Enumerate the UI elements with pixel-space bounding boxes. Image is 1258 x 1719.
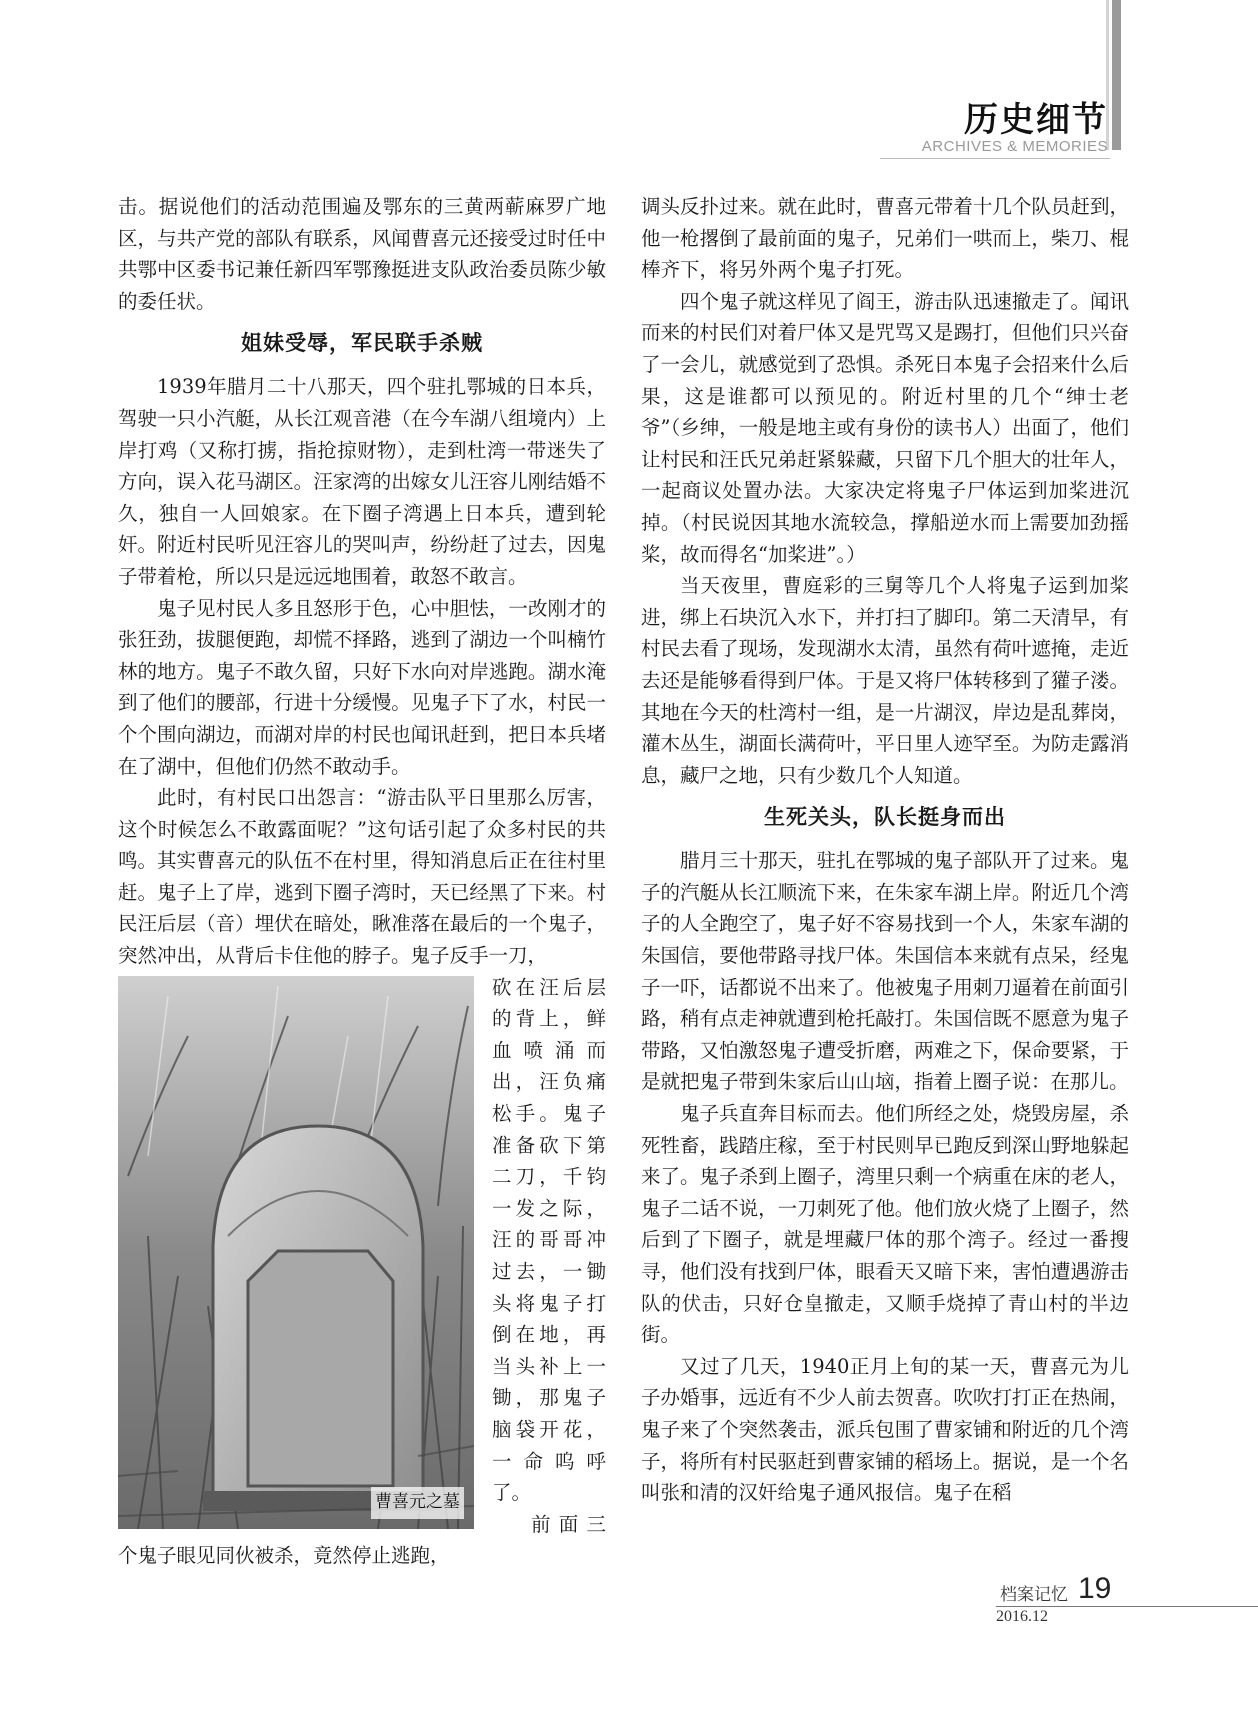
magazine-name: 档案记忆 — [1000, 1585, 1068, 1605]
paragraph: 击。据说他们的活动范围遍及鄂东的三黄两蕲麻罗广地区，与共产党的部队有联系，风闻曹喜元还接受过时任中共鄂中区委书记兼任新四军鄂豫挺进支队政治委员陈少敏的委任状。 — [118, 195, 606, 313]
subheading: 姐妹受辱，军民联手杀贼 — [241, 331, 483, 356]
paragraph: 1939年腊月二十八那天，四个驻扎鄂城的日本兵，驾驶一只小汽艇，从长江观音港（在今车湖八组境内）上岸打鸡（又称打掳，指抢掠财物），走到杜湾一带迷失了方向，误入花马湖区。汪家湾的出嫁女儿汪容儿刚结婚不久，独自一人回娘家。在下圈子湾遇上日本兵，遭到轮奸。附近村民听见汪容儿的哭叫声，纷纷赶了过去，因鬼子带着枪，所以只是远远地围着，敢怒不敢言。 — [118, 375, 606, 588]
page-number: 19 — [1078, 1572, 1112, 1605]
paragraph: 鬼子兵直奔目标而去。他们所经之处，烧毁房屋，杀死牲畜，践踏庄稼，至于村民则早已跑反到深山野地躲起来了。鬼子杀到上圈子，湾里只剩一个病重在床的老人，鬼子二话不说，一刀刺死了他。他们放火烧了上圈子，然后到了下圈子，就是埋藏尸体的那个湾子。经过一番搜寻，他们没有找到尸体，眼看天又暗下来，害怕遭遇游击队的伏击，只好仓皇撤走，又顺手烧掉了青山村的半边街。 — [641, 1102, 1129, 1347]
left-column — [118, 191, 606, 1572]
paragraph: 此时，有村民口出怨言：“游击队平日里那么厉害，这个时候怎么不敢露面呢？”这句话引起了众多村民的共鸣。其实曹喜元的队伍不在村里，得知消息后正在往村里赶。鬼子上了岸，逃到下圈子湾时，天已经黑了下来。村民汪后层（音）埋伏在暗处，瞅准落在最后的一个鬼子，突然冲出，从背后卡住他的脖子。鬼子反手一刀， — [118, 786, 606, 968]
header-rule — [880, 158, 1110, 159]
footer-rule — [996, 1606, 1258, 1607]
paragraph: 腊月三十那天，驻扎在鄂城的鬼子部队开了过来。鬼子的汽艇从长江顺流下来，在朱家车湖上岸。附近几个湾子的人全跑空了，鬼子好不容易找到一个人，朱家车湖的朱国信，要他带路寻找尸体。朱国信本来就有点呆，经鬼子一吓，话都说不出来了。他被鬼子用刺刀逼着在前面引路，稍有点走神就遭到枪托敲打。朱国信既不愿意为鬼子带路，又怕激怒鬼子遭受折磨，两难之下，保命要紧，于是就把鬼子带到朱家后山山垴，指着上圈子说：在那儿。 — [641, 849, 1129, 1094]
tombstone-photo — [118, 976, 474, 1529]
tombstone-image — [118, 976, 474, 1529]
paragraph-continued: 砍在汪后层的背上，鲜血喷涌而出，汪负痛松手。鬼子准备砍下第二刀，千钧一发之际，汪的哥哥冲过去，一锄头将鬼子打倒在地，再当头补上一锄，那鬼子脑袋开花，一命呜呼了。 — [492, 975, 606, 1505]
photo-caption: 曹喜元之墓 — [371, 1487, 464, 1519]
section-subtitle: ARCHIVES & MEMORIES — [921, 138, 1108, 155]
issue-date: 2016.12 — [996, 1608, 1048, 1625]
paragraph: 调头反扑过来。就在此时，曹喜元带着十几个队员赶到，他一枪撂倒了最前面的鬼子，兄弟们一哄而上，柴刀、棍棒齐下，将另外两个鬼子打死。 — [641, 195, 1129, 282]
paragraph: 四个鬼子就这样见了阎王，游击队迅速撤走了。闻讯而来的村民们对着尸体又是咒骂又是踢打，但他们只兴奋了一会儿，就感觉到了恐惧。杀死日本鬼子会招来什么后果，这是谁都可以预见的。附近村里的几个“绅士老爷”（乡绅，一般是地主或有身份的读书人）出面了，他们让村民和汪氏兄弟赶紧躲藏，只留下几个胆大的壮年人，一起商议处置办法。大家决定将鬼子尸体运到加桨进沉掉。（村民说因其地水流较急，撑船逆水而上需要加劲摇桨，故而得名“加桨进”。） — [641, 289, 1129, 566]
subheading: 生死关头，队长挺身而出 — [764, 805, 1006, 830]
edge-decoration-bar — [1112, 0, 1121, 150]
paragraph: 前面三个鬼子眼见同伙被杀，竟然停止逃跑， — [118, 1512, 606, 1568]
right-column — [641, 191, 1129, 1509]
section-title: 历史细节 — [964, 100, 1108, 140]
paragraph: 鬼子见村民人多且怒形于色，心中胆怯，一改刚才的张狂劲，拔腿便跑，却慌不择路，逃到了湖边一个叫楠竹林的地方。鬼子不敢久留，只好下水向对岸逃跑。湖水淹到了他们的腰部，行进十分缓慢。见鬼子下了水，村民一个个围向湖边，而湖对岸的村民也闻讯赶到，把日本兵堵在了湖中，但他们仍然不敢动手。 — [118, 596, 606, 778]
paragraph: 又过了几天，1940正月上旬的某一天，曹喜元为儿子办婚事，远近有不少人前去贺喜。吹吹打打正在热闹，鬼子来了个突然袭击，派兵包围了曹家铺和附近的几个湾子，将所有村民驱赶到曹家铺的稻场上。据说，是一个名叫张和清的汉奸给鬼子通风报信。鬼子在稻 — [641, 1354, 1129, 1505]
paragraph: 当天夜里，曹庭彩的三舅等几个人将鬼子运到加桨进，绑上石块沉入水下，并打扫了脚印。第二天清早，有村民去看了现场，发现湖水太清，虽然有荷叶遮掩，走近去还是能够看得到尸体。于是又将尸体转移到了獾子溇。其地在今天的杜湾村一组，是一片湖汊，岸边是乱葬岗，灌木丛生，湖面长满荷叶，平日里人迹罕至。为防走露消息，藏尸之地，只有少数几个人知道。 — [641, 574, 1129, 787]
